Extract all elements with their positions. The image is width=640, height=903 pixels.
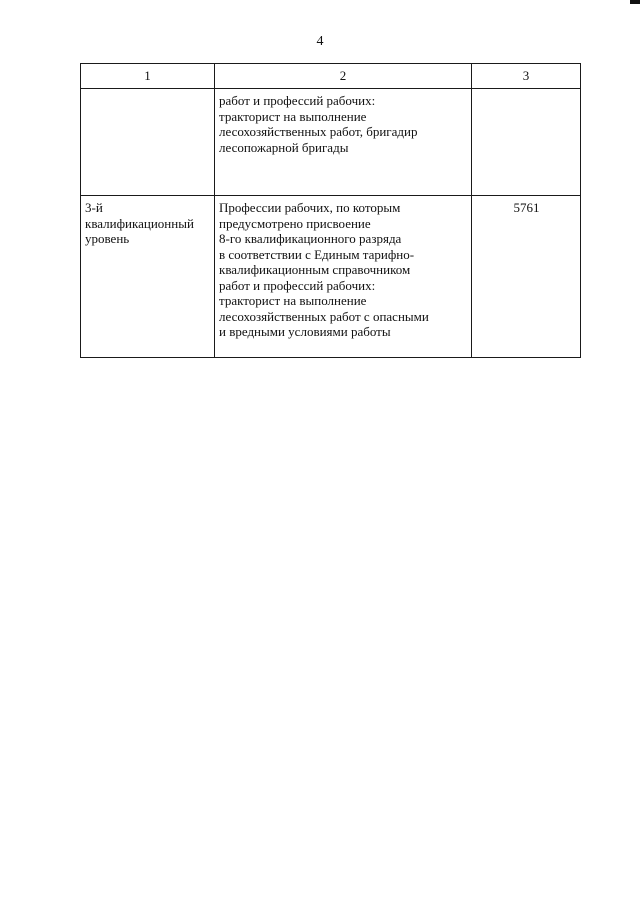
qualification-table [80, 63, 581, 358]
professions-cell: работ и профессий рабочих: тракторист на выполнение лесохозяйственных работ, бригадир лесопожарной бригады [215, 89, 472, 196]
qualification-level-cell [81, 89, 215, 196]
professions-cell: Профессии рабочих, по которым предусмотрено присвоение 8-го квалификационного разряда в соответствии с Единым тарифно- квалификационным справочником работ и профессий рабочих: тракторист на выполнение лесохозяйственных работ с опасными и вредными условиями работы [215, 196, 472, 358]
salary-value-cell: 5761 [472, 196, 581, 358]
table-row [81, 196, 581, 358]
column-header-3: 3 [472, 64, 581, 89]
scan-corner-mark [630, 0, 640, 4]
qualification-level-cell: 3-й квалификационный уровень [81, 196, 215, 358]
page-number: 4 [316, 34, 324, 49]
column-header-1: 1 [81, 64, 215, 89]
table-header-row [81, 64, 581, 89]
table-row [81, 89, 581, 196]
column-header-2: 2 [215, 64, 472, 89]
salary-value-cell [472, 89, 581, 196]
